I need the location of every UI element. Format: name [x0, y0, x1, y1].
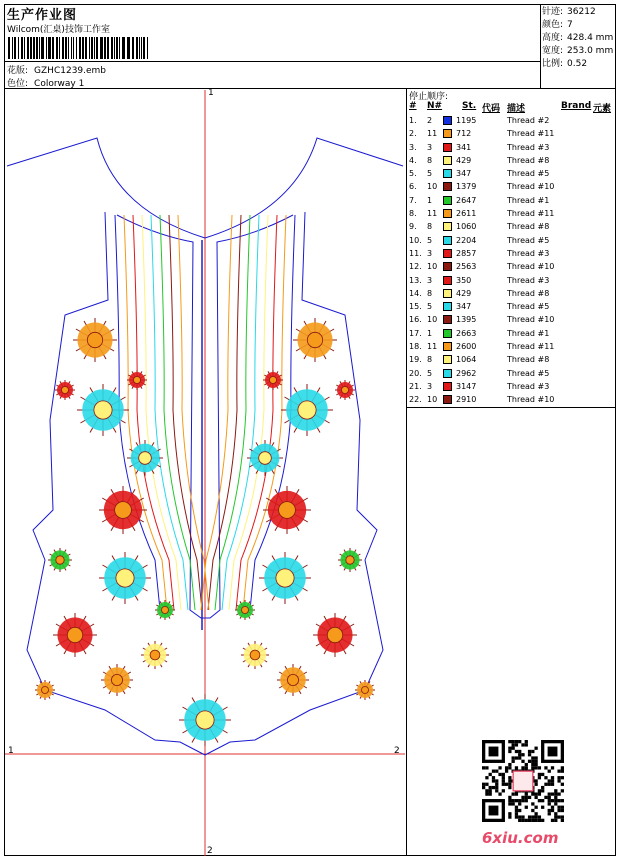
- barcode-bar: [14, 37, 16, 59]
- stat-width: 宽度: 253.0 mm: [542, 46, 614, 56]
- row-thread-number: 8: [427, 222, 433, 232]
- sequence-bottom-divider: [406, 407, 616, 408]
- sequence-row: [409, 274, 615, 287]
- barcode-bar: [82, 37, 84, 59]
- barcode-bar: [136, 37, 138, 59]
- barcode-bar: [27, 37, 29, 59]
- color-swatch: [443, 355, 452, 364]
- row-number: 17.: [409, 328, 422, 338]
- color-swatch: [443, 315, 452, 324]
- color-swatch: [443, 369, 452, 378]
- col-brand: Brand: [561, 101, 592, 111]
- axis-label-bottom: 2: [207, 846, 213, 856]
- row-number: 10.: [409, 235, 422, 245]
- row-stitches: 2611: [456, 209, 477, 219]
- color-swatch: [443, 182, 452, 191]
- sequence-title: 停止顺序:: [409, 92, 449, 102]
- color-swatch: [443, 342, 452, 351]
- barcode-bar: [33, 37, 35, 59]
- color-swatch: [443, 302, 452, 311]
- axis-label-right: 2: [394, 746, 400, 756]
- color-swatch: [443, 276, 452, 285]
- sequence-row: [409, 327, 615, 340]
- barcode-bar: [143, 37, 145, 59]
- row-thread-number: 5: [427, 302, 433, 312]
- row-description: Thread #10: [507, 262, 555, 272]
- col-desc: 描述: [507, 104, 526, 114]
- barcode-bar: [52, 37, 54, 59]
- barcode-bar: [114, 37, 115, 59]
- barcode-bar: [12, 37, 13, 59]
- row-description: Thread #2: [507, 116, 550, 125]
- row-thread-number: 10: [427, 262, 438, 272]
- row-number: 11.: [409, 248, 422, 258]
- row-description: Thread #8: [507, 155, 550, 165]
- design-file-label: 花版:: [7, 66, 29, 76]
- row-stitches: 2600: [456, 342, 477, 352]
- sequence-row: [409, 300, 615, 313]
- row-number: 22.: [409, 395, 422, 405]
- row-thread-number: 8: [427, 355, 433, 365]
- sequence-table-header: [409, 101, 615, 113]
- stitch-stripe: [243, 215, 286, 610]
- row-number: 21.: [409, 381, 422, 391]
- stitch-stripe: [124, 215, 167, 610]
- row-thread-number: 3: [427, 142, 433, 152]
- stitch-stripe: [178, 215, 209, 610]
- row-description: Thread #10: [507, 395, 555, 405]
- barcode-bar: [96, 37, 98, 59]
- barcode-bar: [68, 37, 69, 59]
- color-swatch: [443, 236, 452, 245]
- stat-stitches: 针迹: 36212: [542, 7, 596, 17]
- stat-scale: 比例: 0.52: [542, 59, 588, 69]
- row-stitches: 429: [456, 155, 472, 165]
- flower-motif: [127, 370, 147, 390]
- row-thread-number: 2: [427, 116, 433, 125]
- sequence-row: [409, 260, 615, 273]
- row-description: Thread #3: [507, 142, 550, 152]
- barcode-bar: [65, 37, 67, 59]
- color-swatch: [443, 262, 452, 271]
- row-description: Thread #1: [507, 195, 550, 205]
- row-number: 1.: [409, 116, 417, 125]
- row-description: Thread #3: [507, 381, 550, 391]
- barcode-bar: [100, 37, 103, 59]
- row-stitches: 1195: [456, 116, 477, 125]
- qr-code: [482, 740, 564, 822]
- barcode-bar: [30, 37, 32, 59]
- row-thread-number: 10: [427, 395, 438, 405]
- flower-motif: [55, 380, 75, 400]
- barcode-bar: [41, 37, 44, 59]
- row-description: Thread #5: [507, 169, 550, 179]
- row-number: 2.: [409, 129, 417, 139]
- row-stitches: 1395: [456, 315, 477, 325]
- flower-motif: [293, 318, 337, 362]
- barcode-bar: [119, 37, 120, 59]
- sequence-row: [409, 180, 615, 193]
- row-number: 19.: [409, 355, 422, 365]
- barcode-bar: [73, 37, 74, 59]
- row-description: Thread #5: [507, 368, 550, 378]
- barcode-bar: [24, 37, 25, 59]
- flower-motif: [48, 548, 72, 572]
- stitch-stripe: [208, 215, 241, 610]
- row-description: Thread #5: [507, 235, 550, 245]
- colorway-label: 色位:: [7, 79, 29, 89]
- sequence-row: [409, 167, 615, 180]
- row-description: Thread #1: [507, 328, 550, 338]
- flower-motif: [259, 552, 311, 604]
- barcode-bar: [85, 37, 87, 59]
- sequence-row: [409, 154, 615, 167]
- row-stitches: 2204: [456, 235, 477, 245]
- row-description: Thread #8: [507, 288, 550, 298]
- row-thread-number: 8: [427, 288, 433, 298]
- col-n: N#: [427, 101, 443, 111]
- flower-motif: [101, 664, 133, 696]
- sequence-row: [409, 393, 615, 406]
- row-thread-number: 3: [427, 248, 433, 258]
- flower-motif: [35, 680, 55, 700]
- sequence-row: [409, 207, 615, 220]
- stitch-stripe: [201, 215, 232, 610]
- barcode-bar: [127, 37, 130, 59]
- barcode: [8, 37, 148, 59]
- color-swatch: [443, 143, 452, 152]
- barcode-bar: [116, 37, 118, 59]
- stat-colors: 颜色: 7: [542, 20, 573, 30]
- panel-divider: [406, 88, 407, 856]
- col-num: #: [409, 101, 417, 111]
- barcode-bar: [56, 37, 58, 59]
- flower-motif: [179, 694, 231, 746]
- qr-logo: [513, 771, 533, 791]
- row-thread-number: 5: [427, 368, 433, 378]
- barcode-bar: [104, 37, 106, 59]
- barcode-bar: [18, 37, 19, 59]
- sequence-row: [409, 194, 615, 207]
- color-swatch: [443, 289, 452, 298]
- row-stitches: 347: [456, 169, 472, 179]
- barcode-bar: [46, 37, 47, 59]
- stitch-stripe: [142, 215, 181, 610]
- row-description: Thread #8: [507, 355, 550, 365]
- row-thread-number: 5: [427, 235, 433, 245]
- flower-motif: [355, 680, 375, 700]
- stitch-stripe: [169, 215, 202, 610]
- color-swatch: [443, 382, 452, 391]
- barcode-bar: [79, 37, 81, 59]
- stats-panel: [542, 6, 613, 71]
- flower-motif: [73, 318, 117, 362]
- color-swatch: [443, 329, 452, 338]
- row-number: 8.: [409, 209, 417, 219]
- row-stitches: 1379: [456, 182, 477, 192]
- flower-motif: [141, 641, 169, 669]
- barcode-bar: [8, 37, 10, 59]
- flower-motif: [53, 613, 97, 657]
- row-stitches: 1064: [456, 355, 477, 365]
- row-description: Thread #11: [507, 209, 555, 219]
- row-description: Thread #8: [507, 222, 550, 232]
- color-swatch: [443, 156, 452, 165]
- header-bottom-divider: [4, 88, 616, 89]
- barcode-bar: [39, 37, 40, 59]
- row-description: Thread #3: [507, 248, 550, 258]
- col-code: 代码: [482, 104, 501, 114]
- row-number: 4.: [409, 155, 417, 165]
- barcode-bar: [147, 37, 148, 59]
- col-st: St.: [462, 101, 477, 111]
- row-thread-number: 11: [427, 342, 438, 352]
- colorway-row: [7, 76, 84, 89]
- row-stitches: 3147: [456, 381, 477, 391]
- sequence-row: [409, 367, 615, 380]
- row-stitches: 429: [456, 288, 472, 298]
- row-description: Thread #10: [507, 315, 555, 325]
- barcode-bar: [111, 37, 113, 59]
- barcode-bar: [141, 37, 142, 59]
- sequence-row: [409, 220, 615, 233]
- row-number: 9.: [409, 222, 417, 232]
- barcode-bar: [71, 37, 72, 59]
- sequence-row: [409, 127, 615, 140]
- flower-motif: [99, 552, 151, 604]
- stitch-stripe: [229, 215, 268, 610]
- sequence-row: [409, 313, 615, 326]
- row-description: Thread #3: [507, 275, 550, 285]
- row-number: 6.: [409, 182, 417, 192]
- row-description: Thread #10: [507, 182, 555, 192]
- sequence-row: [409, 114, 615, 127]
- row-description: Thread #5: [507, 302, 550, 312]
- site-watermark: 6xiu.com: [482, 829, 559, 847]
- sequence-row: [409, 340, 615, 353]
- row-stitches: 2663: [456, 328, 477, 338]
- row-stitches: 2647: [456, 195, 477, 205]
- color-swatch: [443, 169, 452, 178]
- studio-name: Wilcom(汇桌)技饰工作室: [7, 25, 110, 35]
- row-number: 16.: [409, 315, 422, 325]
- flower-motif: [313, 613, 357, 657]
- sequence-row: [409, 287, 615, 300]
- barcode-bar: [36, 37, 38, 59]
- row-thread-number: 3: [427, 381, 433, 391]
- row-number: 14.: [409, 288, 422, 298]
- sequence-row: [409, 380, 615, 393]
- barcode-bar: [139, 37, 140, 59]
- barcode-bar: [107, 37, 109, 59]
- row-thread-number: 10: [427, 315, 438, 325]
- stats-divider: [540, 4, 541, 89]
- row-number: 7.: [409, 195, 417, 205]
- row-stitches: 341: [456, 142, 472, 152]
- barcode-bar: [76, 37, 77, 59]
- sequence-row: [409, 141, 615, 154]
- colorway-value: Colorway 1: [34, 79, 85, 89]
- row-thread-number: 10: [427, 182, 438, 192]
- row-number: 5.: [409, 169, 417, 179]
- row-number: 3.: [409, 142, 417, 152]
- axis-label-top: 1: [208, 88, 214, 98]
- design-file-value: GZHC1239.emb: [34, 66, 107, 76]
- barcode-bar: [59, 37, 60, 59]
- sequence-row: [409, 247, 615, 260]
- row-description: Thread #11: [507, 342, 555, 352]
- barcode-bar: [91, 37, 93, 59]
- row-stitches: 1060: [456, 222, 477, 232]
- embroidery-design-preview: [5, 90, 405, 856]
- barcode-bar: [132, 37, 134, 59]
- design-file-row: [7, 63, 106, 76]
- color-swatch: [443, 222, 452, 231]
- flower-motif: [277, 664, 309, 696]
- flower-motif: [338, 548, 362, 572]
- row-thread-number: 1: [427, 328, 433, 338]
- row-stitches: 2910: [456, 395, 477, 405]
- color-swatch: [443, 209, 452, 218]
- row-number: 12.: [409, 262, 422, 272]
- row-description: Thread #11: [507, 129, 555, 139]
- row-number: 15.: [409, 302, 422, 312]
- row-thread-number: 1: [427, 195, 433, 205]
- barcode-bar: [94, 37, 95, 59]
- axis-label-left: 1: [8, 746, 14, 756]
- color-swatch: [443, 395, 452, 404]
- barcode-bar: [62, 37, 64, 59]
- barcode-bar: [48, 37, 51, 59]
- color-swatch: [443, 249, 452, 258]
- flower-motif: [155, 600, 175, 620]
- row-stitches: 347: [456, 302, 472, 312]
- flower-motif: [263, 370, 283, 390]
- row-stitches: 350: [456, 275, 472, 285]
- col-element: 元素: [593, 104, 612, 114]
- flower-motif: [77, 384, 129, 436]
- row-thread-number: 11: [427, 129, 438, 139]
- stat-height: 高度: 428.4 mm: [542, 33, 614, 43]
- color-swatch: [443, 129, 452, 138]
- page-title: 生产作业图: [7, 8, 78, 23]
- row-number: 20.: [409, 368, 422, 378]
- color-swatch: [443, 116, 452, 125]
- barcode-bar: [122, 37, 125, 59]
- sequence-table-body: [409, 114, 615, 407]
- flower-motif: [335, 380, 355, 400]
- sequence-row: [409, 353, 615, 366]
- row-number: 13.: [409, 275, 422, 285]
- flower-motif: [235, 600, 255, 620]
- barcode-bar: [89, 37, 90, 59]
- row-thread-number: 8: [427, 155, 433, 165]
- row-stitches: 2857: [456, 248, 477, 258]
- sequence-row: [409, 234, 615, 247]
- row-thread-number: 5: [427, 169, 433, 179]
- row-stitches: 2563: [456, 262, 477, 272]
- flower-motif: [241, 641, 269, 669]
- barcode-bar: [21, 37, 23, 59]
- row-thread-number: 11: [427, 209, 438, 219]
- row-number: 18.: [409, 342, 422, 352]
- color-swatch: [443, 196, 452, 205]
- row-stitches: 2962: [456, 368, 477, 378]
- row-thread-number: 3: [427, 275, 433, 285]
- row-stitches: 712: [456, 129, 472, 139]
- header-divider: [4, 61, 541, 62]
- flower-motif: [281, 384, 333, 436]
